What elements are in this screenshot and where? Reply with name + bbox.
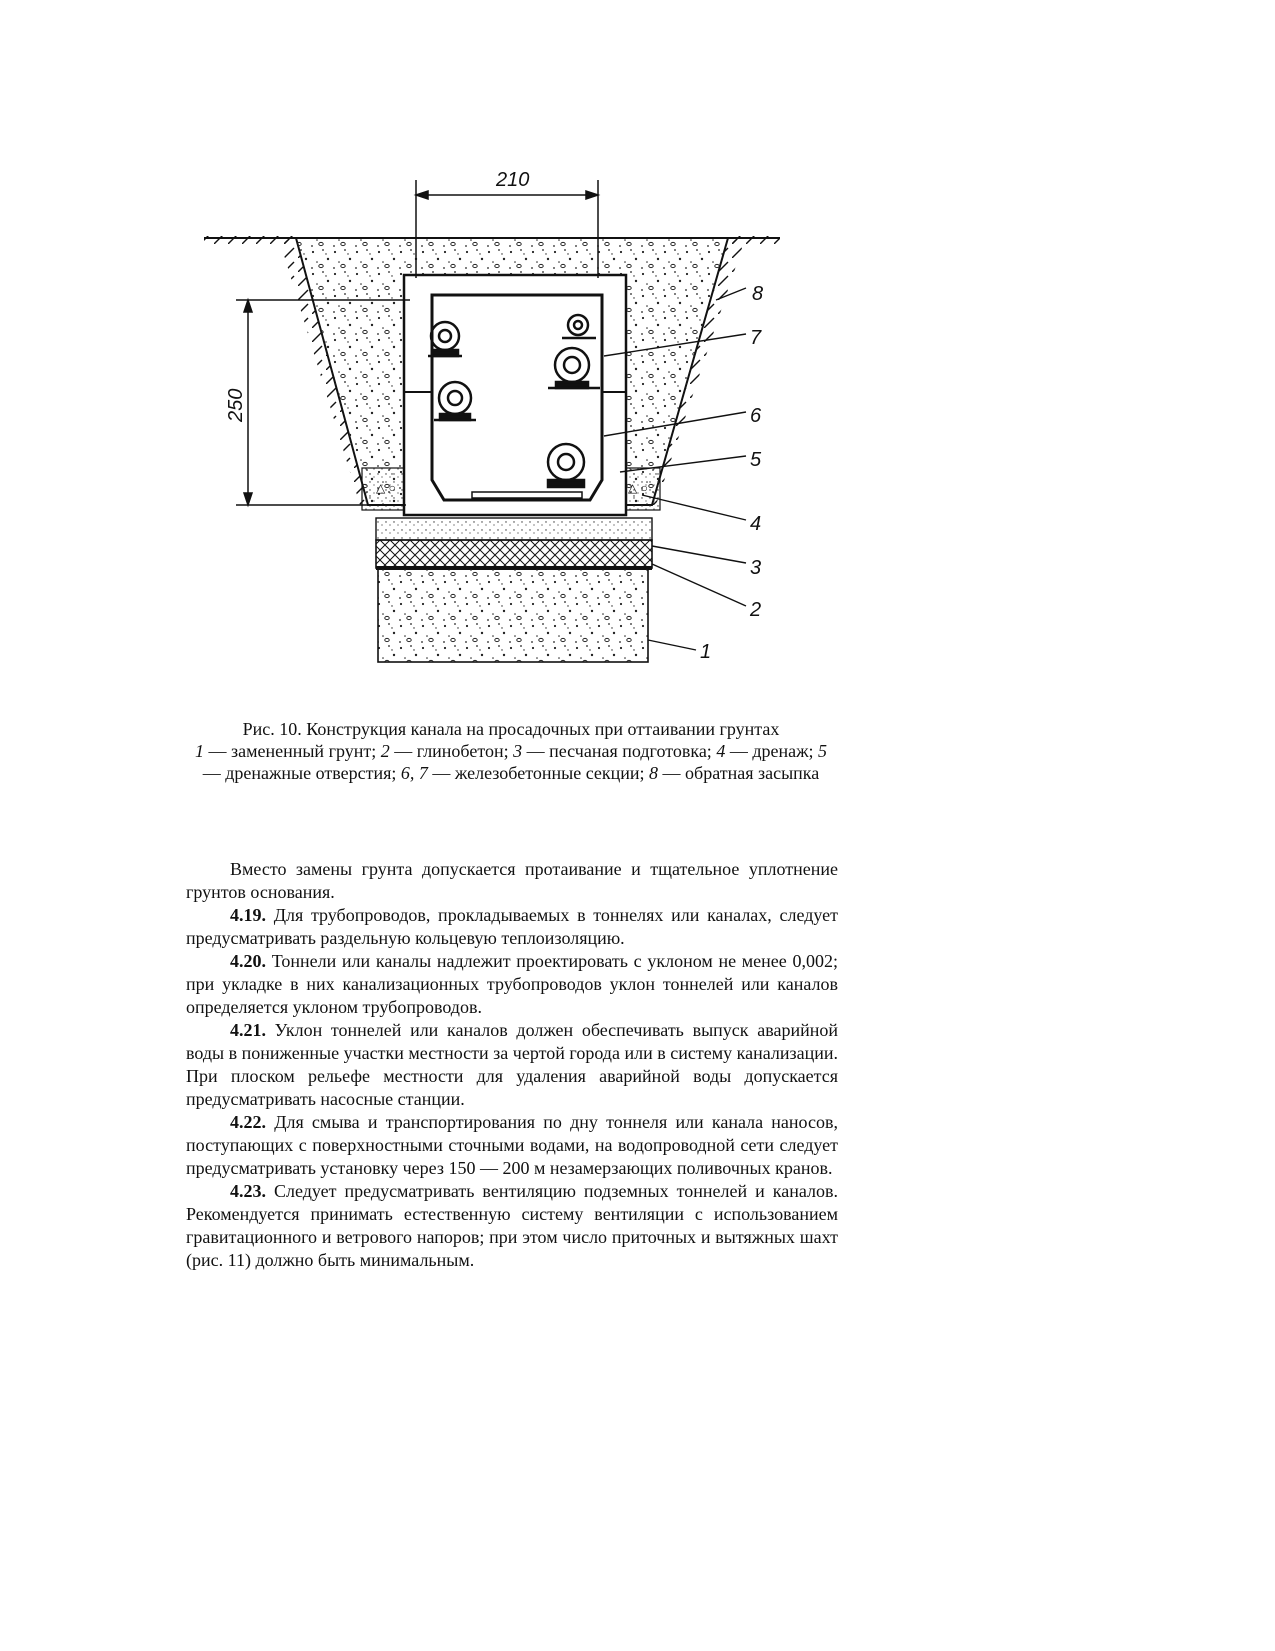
- caption-legend: [195, 741, 827, 783]
- callout-2: 2: [750, 599, 762, 621]
- legend-text: — замененный грунт;: [203, 741, 381, 761]
- paragraph-4-20: 4.20. Тоннели или каналы надлежит проектировать с уклоном не менее 0,002; при укладке в них канализационных трубопроводов уклон тоннелей или каналов определяется уклоном трубопроводов.: [186, 951, 838, 1017]
- legend-num: 4: [716, 741, 726, 761]
- callout-1: 1: [700, 641, 712, 663]
- paragraph-4-21: 4.21. Уклон тоннелей или каналов должен обеспечивать выпуск аварийной воды в пониженные участки местности за чертой города или в систему канализации. При плоском рельефе местности для удаления аварийной воды допускается предусматривать насосные станции.: [186, 1020, 838, 1109]
- legend-num: 8: [649, 763, 659, 783]
- callout-4: 4: [750, 513, 762, 535]
- callout-3: 3: [750, 557, 762, 579]
- figure-caption: [186, 718, 836, 784]
- paragraph-4-23: 4.23. Следует предусматривать вентиляцию подземных тоннелей и каналов. Рекомендуется принимать естественную систему вентиляции с использованием гравитационного и ветрового напоров; при этом число приточных и вытяжных шахт (рис. 11) должно быть минимальным.: [186, 1181, 838, 1270]
- svg-text:△ ○: △ ○: [376, 481, 396, 495]
- dimension-width-label: 210: [496, 169, 530, 191]
- legend-text: — глинобетон;: [389, 741, 514, 761]
- clause-number: 4.21.: [230, 1020, 266, 1040]
- clause-number: 4.23.: [230, 1181, 266, 1201]
- caption-title: Рис. 10. Конструкция канала на просадочных при оттаивании грунтах: [242, 719, 780, 739]
- replaced-soil: [378, 568, 648, 662]
- callout-5: 5: [750, 449, 762, 471]
- svg-text:△ ○: △ ○: [628, 481, 648, 495]
- legend-text: — песчаная подготовка;: [522, 741, 717, 761]
- channel-construction-figure: [200, 160, 840, 700]
- legend-text: — железобетонные секции;: [427, 763, 650, 783]
- clause-number: 4.19.: [230, 905, 266, 925]
- body-text: [186, 858, 838, 1272]
- paragraph: Вместо замены грунта допускается протаивание и тщательное уплотнение грунтов основания.: [186, 859, 838, 902]
- legend-num: 1: [194, 741, 204, 761]
- dimension-height-label: 250: [225, 388, 247, 422]
- legend-num: 5: [818, 741, 828, 761]
- clause-number: 4.22.: [230, 1112, 266, 1132]
- callout-6: 6: [750, 405, 762, 427]
- callout-8: 8: [752, 283, 764, 305]
- clay-concrete-layer: [376, 540, 652, 568]
- legend-text: — дренажные отверстия;: [202, 763, 401, 783]
- paragraph-4-19: 4.19. Для трубопроводов, прокладываемых в тоннелях или каналах, следует предусматривать раздельную кольцевую теплоизоляцию.: [186, 905, 838, 948]
- legend-text: — дренаж;: [725, 741, 819, 761]
- concrete-section-inner: [432, 295, 602, 500]
- legend-num: 2: [380, 741, 390, 761]
- legend-num: 3: [513, 741, 523, 761]
- legend-text: — обратная засыпка: [658, 763, 820, 783]
- legend-num: 6, 7: [400, 763, 428, 783]
- clause-number: 4.20.: [230, 951, 266, 971]
- paragraph-4-22: 4.22. Для смыва и транспортирования по дну тоннеля или канала наносов, поступающих с поверхностными сточными водами, на водопроводной сети следует предусматривать установку через 150 — 200 м незамерзающих поливочных кранов.: [186, 1112, 838, 1178]
- callout-7: 7: [750, 327, 762, 349]
- sand-bedding: [376, 518, 652, 540]
